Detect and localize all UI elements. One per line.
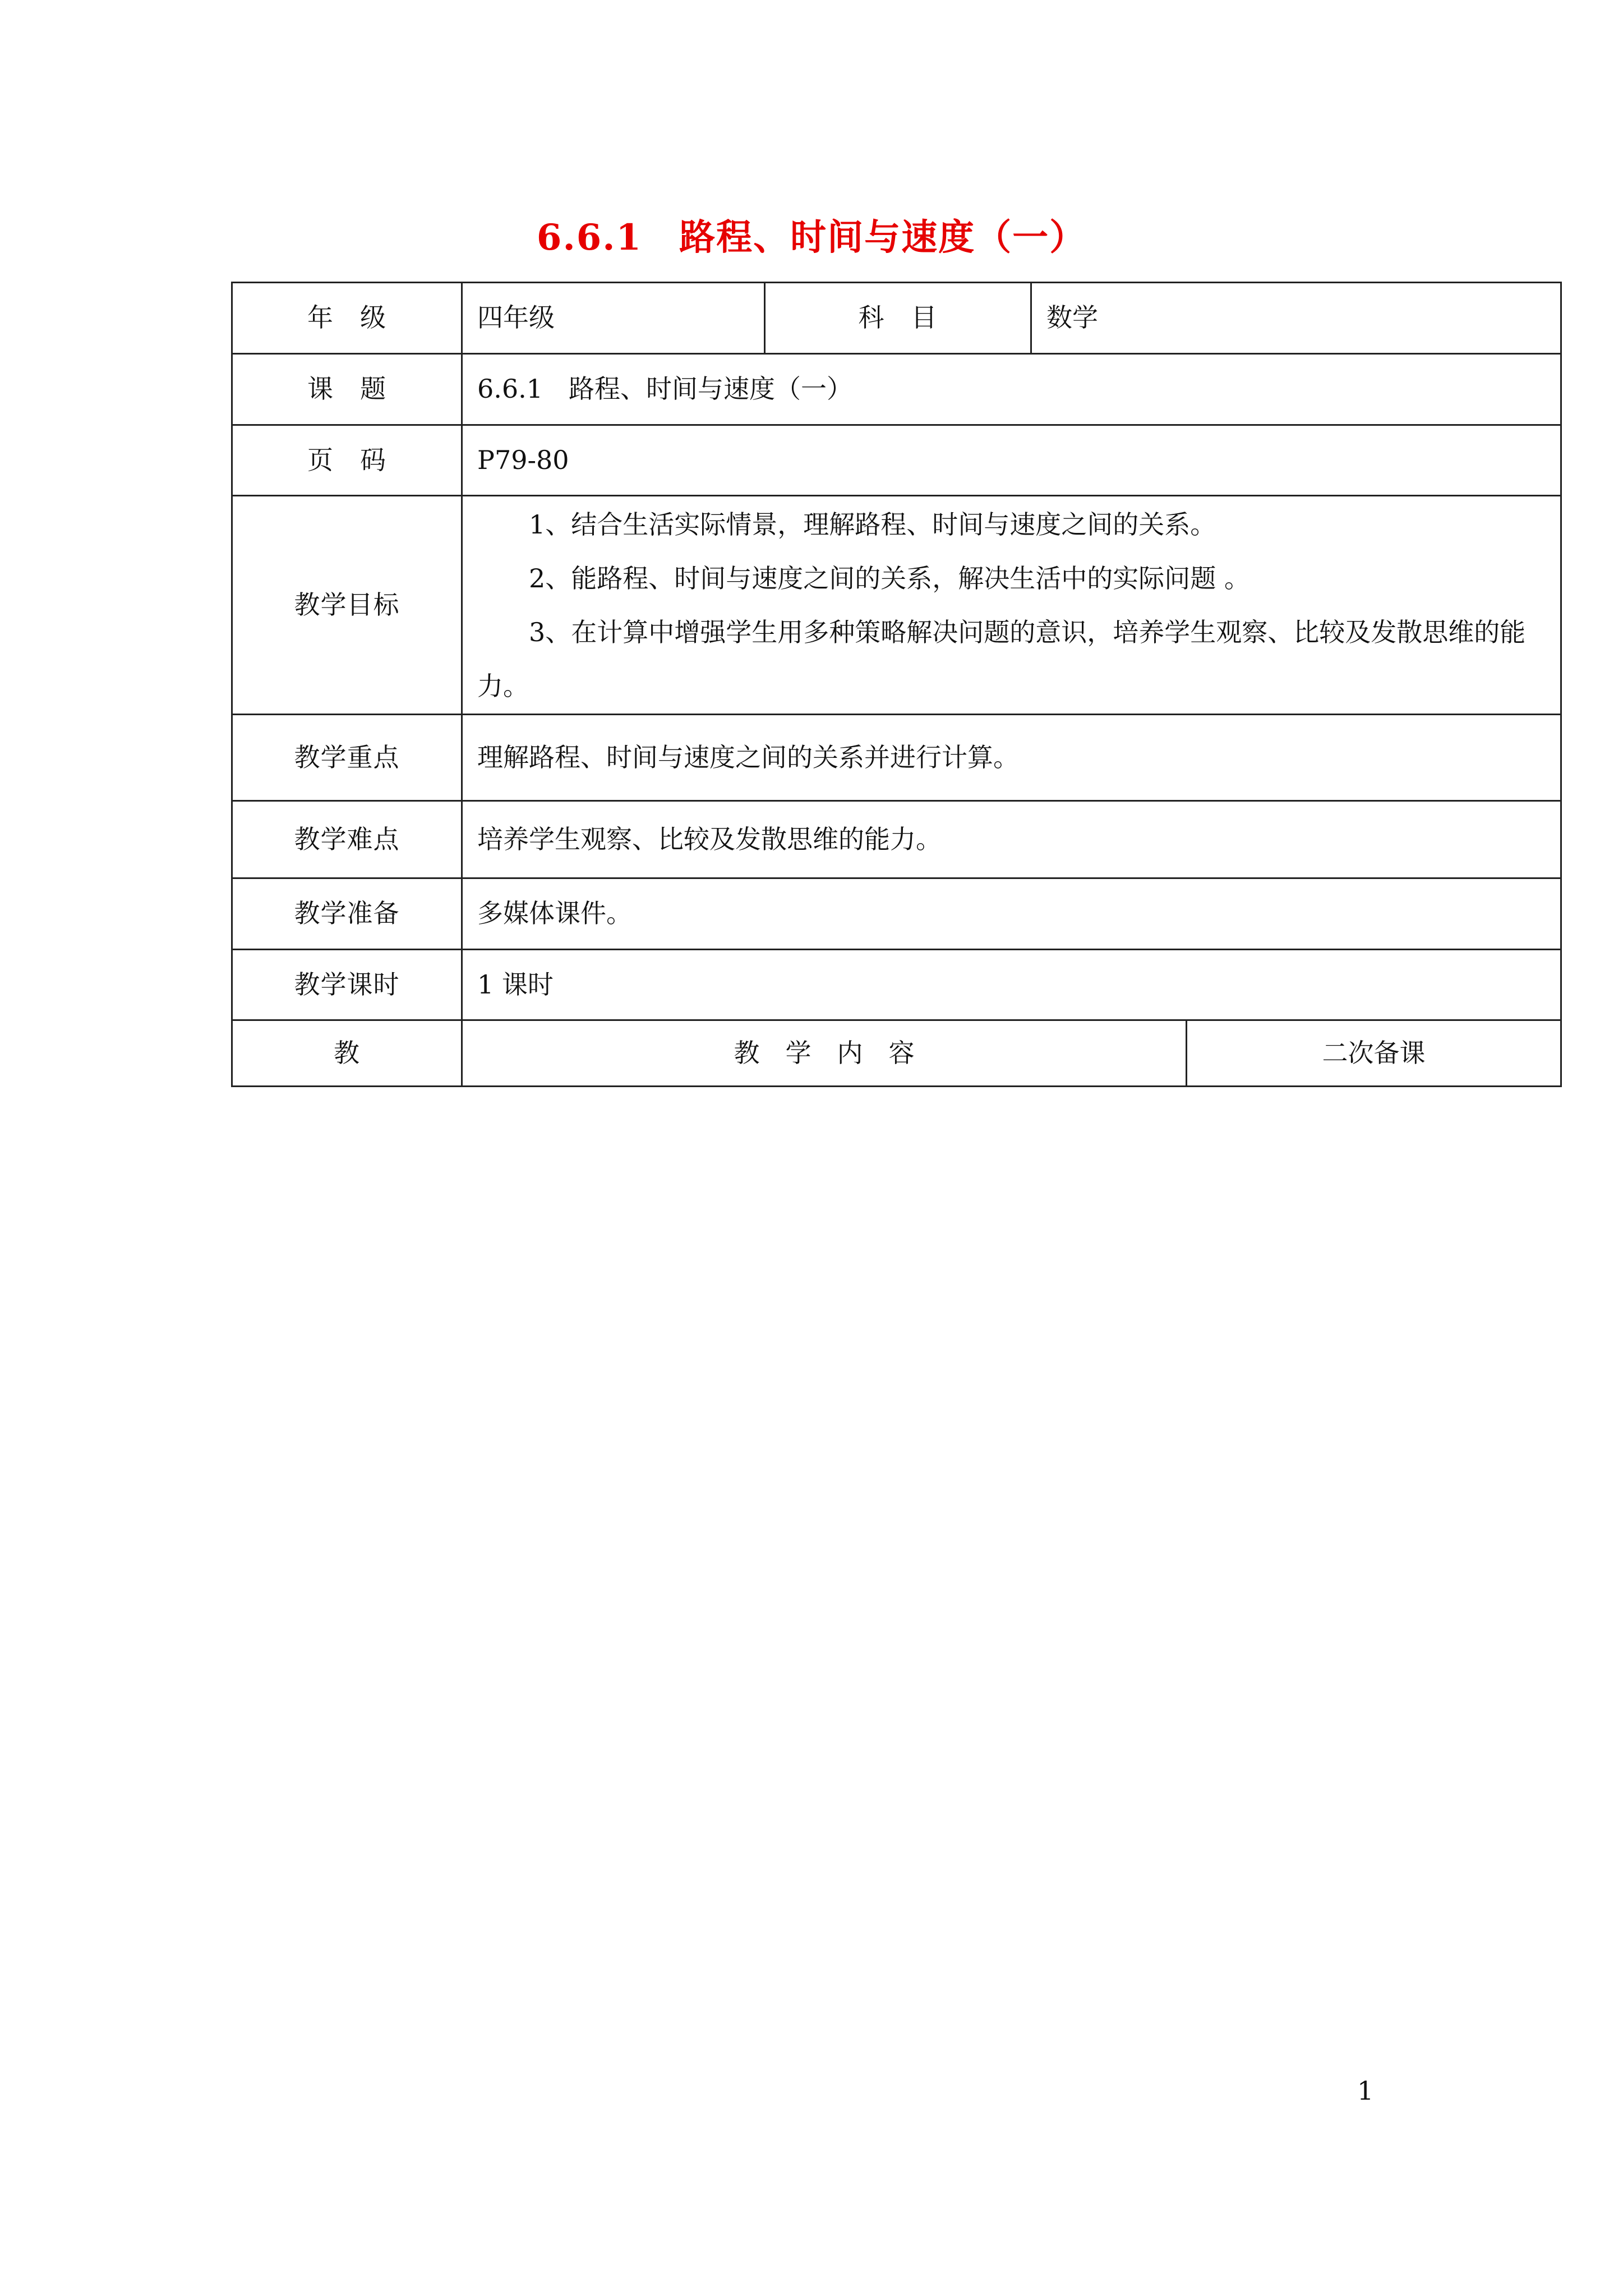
goal-item: 3、在计算中增强学生用多种策略解决问题的意识，培养学生观察、比较及发散思维的能力。 [477, 616, 1526, 701]
keypoint-value: 理解路程、时间与速度之间的关系并进行计算。 [462, 715, 1561, 801]
difficulty-label: 教学难点 [232, 801, 462, 878]
topic-label: 课 题 [232, 354, 462, 425]
goal-item: 2、能路程、时间与速度之间的关系，解决生活中的实际问题 。 [529, 563, 1250, 593]
row-hours [232, 950, 1561, 1020]
row-prep [232, 878, 1561, 950]
row-goals [232, 496, 1561, 715]
pages-value: P79-80 [462, 425, 1561, 496]
pages-label: 页 码 [232, 425, 462, 496]
difficulty-value: 培养学生观察、比较及发散思维的能力。 [462, 801, 1561, 878]
footer-left-cell: 教 [232, 1020, 462, 1087]
prep-label: 教学准备 [232, 878, 462, 950]
document-title: 6.6.1 路程、时间与速度（一） [536, 217, 1087, 259]
subject-value: 数学 [1031, 283, 1561, 354]
goals-label: 教学目标 [232, 496, 462, 715]
goals-content [462, 496, 1561, 715]
footer-revision-header: 二次备课 [1187, 1020, 1561, 1087]
grade-value: 四年级 [462, 283, 765, 354]
row-grade [232, 283, 1561, 354]
row-difficulty [232, 801, 1561, 878]
row-keypoint [232, 715, 1561, 801]
footer-content-header: 教 学 内 容 [462, 1020, 1187, 1087]
row-footer [232, 1020, 1561, 1087]
prep-value: 多媒体课件。 [462, 878, 1561, 950]
page-number: 1 [1357, 2076, 1374, 2106]
row-pages [232, 425, 1561, 496]
row-topic [232, 354, 1561, 425]
grade-label: 年 级 [232, 283, 462, 354]
subject-label: 科 目 [765, 283, 1031, 354]
topic-value: 6.6.1 路程、时间与速度（一） [462, 354, 1561, 425]
lesson-plan-table [231, 282, 1562, 1087]
goal-item: 1、结合生活实际情景，理解路程、时间与速度之间的关系。 [529, 509, 1216, 540]
hours-label: 教学课时 [232, 950, 462, 1020]
keypoint-label: 教学重点 [232, 715, 462, 801]
hours-value: 1 课时 [462, 950, 1561, 1020]
